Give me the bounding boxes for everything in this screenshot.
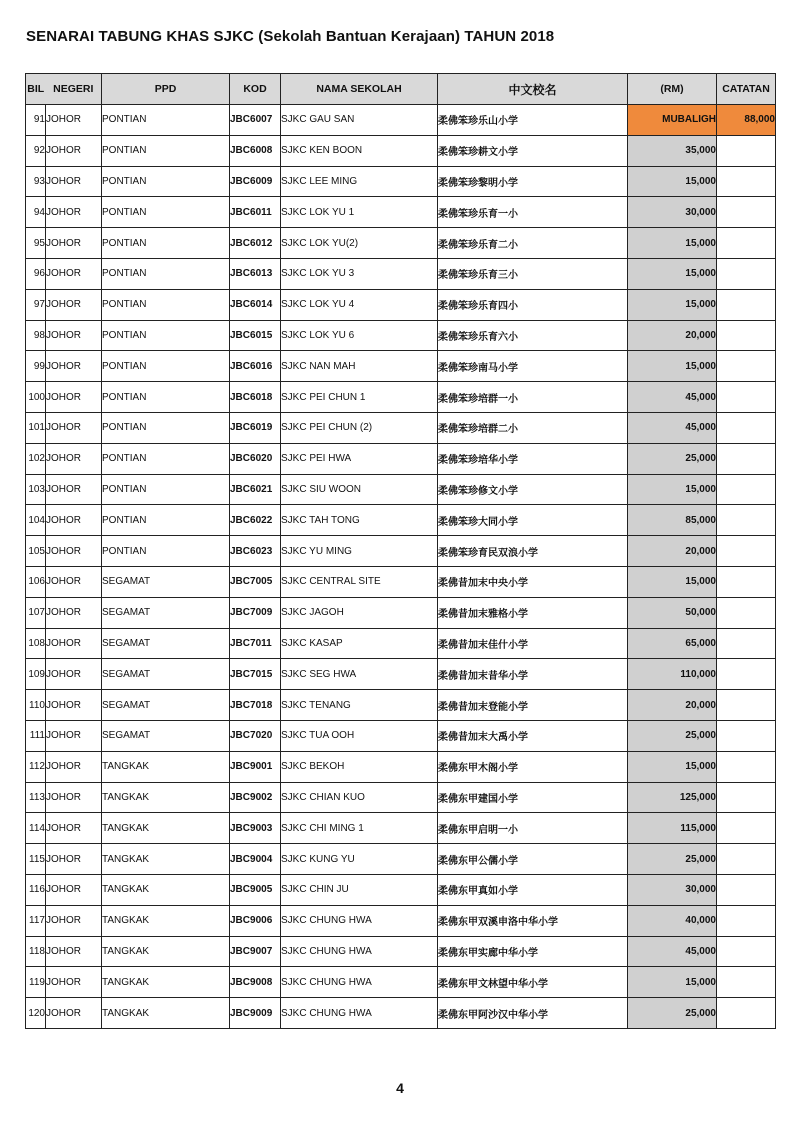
ppd-cell: TANGKAK — [102, 998, 230, 1029]
ppd-cell: SEGAMAT — [102, 659, 230, 690]
school-name-cell: SJKC LOK YU 3 — [281, 258, 438, 289]
table-row — [26, 258, 776, 289]
kod-cell: JBC6012 — [230, 228, 281, 259]
catatan-cell — [717, 782, 776, 813]
catatan-cell — [717, 289, 776, 320]
table-row — [26, 844, 776, 875]
negeri-cell: JOHOR — [46, 659, 102, 690]
bil-cell: 96 — [26, 258, 46, 289]
bil-cell: 101 — [26, 412, 46, 443]
bil-cell: 97 — [26, 289, 46, 320]
ppd-cell: PONTIAN — [102, 505, 230, 536]
amount-cell: 45,000 — [628, 412, 717, 443]
bil-cell: 112 — [26, 751, 46, 782]
negeri-cell: JOHOR — [46, 289, 102, 320]
header-catatan: CATATAN — [717, 74, 776, 105]
kod-cell: JBC6022 — [230, 505, 281, 536]
school-name-cell: SJKC TENANG — [281, 690, 438, 721]
ppd-cell: PONTIAN — [102, 382, 230, 413]
bil-cell: 106 — [26, 566, 46, 597]
kod-cell: JBC9002 — [230, 782, 281, 813]
table-row — [26, 751, 776, 782]
amount-cell: 20,000 — [628, 320, 717, 351]
chinese-name-cell: 柔佛笨珍培华小学 — [438, 443, 628, 474]
kod-cell: JBC6014 — [230, 289, 281, 320]
school-name-cell: SJKC YU MING — [281, 536, 438, 567]
catatan-cell: 88,000 — [717, 105, 776, 136]
school-name-cell: SJKC CHUNG HWA — [281, 998, 438, 1029]
ppd-cell: PONTIAN — [102, 105, 230, 136]
kod-cell: JBC6016 — [230, 351, 281, 382]
table-row — [26, 905, 776, 936]
school-name-cell: SJKC LOK YU(2) — [281, 228, 438, 259]
kod-cell: JBC6011 — [230, 197, 281, 228]
chinese-name-cell: 柔佛笨珍南马小学 — [438, 351, 628, 382]
chinese-name-cell: 柔佛东甲木阁小学 — [438, 751, 628, 782]
amount-cell: 15,000 — [628, 474, 717, 505]
ppd-cell: TANGKAK — [102, 905, 230, 936]
amount-cell: 125,000 — [628, 782, 717, 813]
amount-cell: 30,000 — [628, 197, 717, 228]
catatan-cell — [717, 998, 776, 1029]
chinese-name-cell: 柔佛笨珍乐山小学 — [438, 105, 628, 136]
chinese-name-cell: 柔佛笨珍培群二小 — [438, 412, 628, 443]
amount-cell: 25,000 — [628, 998, 717, 1029]
amount-cell: 15,000 — [628, 228, 717, 259]
kod-cell: JBC6013 — [230, 258, 281, 289]
bil-cell: 109 — [26, 659, 46, 690]
chinese-name-cell: 柔佛笨珍培群一小 — [438, 382, 628, 413]
table-row — [26, 720, 776, 751]
chinese-name-cell: 柔佛笨珍乐育一小 — [438, 197, 628, 228]
table-row — [26, 813, 776, 844]
table-row — [26, 443, 776, 474]
table-row — [26, 536, 776, 567]
negeri-cell: JOHOR — [46, 443, 102, 474]
bil-cell: 120 — [26, 998, 46, 1029]
bil-cell: 114 — [26, 813, 46, 844]
ppd-cell: SEGAMAT — [102, 628, 230, 659]
catatan-cell — [717, 443, 776, 474]
kod-cell: JBC9009 — [230, 998, 281, 1029]
negeri-cell: JOHOR — [46, 382, 102, 413]
header-bil: BIL — [26, 74, 46, 105]
table-row — [26, 320, 776, 351]
bil-cell: 110 — [26, 690, 46, 721]
school-fund-table — [25, 73, 776, 1029]
table-row — [26, 474, 776, 505]
amount-cell: 25,000 — [628, 443, 717, 474]
header-rm: (RM) — [628, 74, 717, 105]
table-row — [26, 412, 776, 443]
bil-cell: 93 — [26, 166, 46, 197]
school-name-cell: SJKC PEI CHUN (2) — [281, 412, 438, 443]
kod-cell: JBC9008 — [230, 967, 281, 998]
amount-cell: 40,000 — [628, 905, 717, 936]
bil-cell: 115 — [26, 844, 46, 875]
bil-cell: 108 — [26, 628, 46, 659]
table-body — [26, 105, 776, 1029]
school-name-cell: SJKC NAN MAH — [281, 351, 438, 382]
school-name-cell: SJKC KUNG YU — [281, 844, 438, 875]
table-row — [26, 566, 776, 597]
catatan-cell — [717, 628, 776, 659]
amount-cell: 15,000 — [628, 566, 717, 597]
bil-cell: 104 — [26, 505, 46, 536]
catatan-cell — [717, 905, 776, 936]
bil-cell: 102 — [26, 443, 46, 474]
bil-cell: 116 — [26, 874, 46, 905]
catatan-cell — [717, 197, 776, 228]
table-row — [26, 228, 776, 259]
school-name-cell: SJKC CHI MING 1 — [281, 813, 438, 844]
catatan-cell — [717, 720, 776, 751]
negeri-cell: JOHOR — [46, 197, 102, 228]
negeri-cell: JOHOR — [46, 536, 102, 567]
amount-cell: 35,000 — [628, 135, 717, 166]
negeri-cell: JOHOR — [46, 751, 102, 782]
negeri-cell: JOHOR — [46, 967, 102, 998]
chinese-name-cell: 柔佛昔加末佳什小学 — [438, 628, 628, 659]
school-name-cell: SJKC TAH TONG — [281, 505, 438, 536]
kod-cell: JBC6015 — [230, 320, 281, 351]
negeri-cell: JOHOR — [46, 228, 102, 259]
negeri-cell: JOHOR — [46, 782, 102, 813]
catatan-cell — [717, 505, 776, 536]
chinese-name-cell: 柔佛昔加末大禹小学 — [438, 720, 628, 751]
negeri-cell: JOHOR — [46, 936, 102, 967]
table-row — [26, 597, 776, 628]
ppd-cell: PONTIAN — [102, 474, 230, 505]
ppd-cell: TANGKAK — [102, 813, 230, 844]
school-name-cell: SJKC CHIAN KUO — [281, 782, 438, 813]
catatan-cell — [717, 874, 776, 905]
ppd-cell: TANGKAK — [102, 936, 230, 967]
page-title: SENARAI TABUNG KHAS SJKC (Sekolah Bantuan Kerajaan) TAHUN 2018 — [26, 28, 555, 45]
school-name-cell: SJKC CHUNG HWA — [281, 905, 438, 936]
table-row — [26, 197, 776, 228]
table-row — [26, 289, 776, 320]
chinese-name-cell: 柔佛昔加末中央小学 — [438, 566, 628, 597]
table-row — [26, 782, 776, 813]
chinese-name-cell: 柔佛东甲启明一小 — [438, 813, 628, 844]
table-row — [26, 135, 776, 166]
ppd-cell: SEGAMAT — [102, 690, 230, 721]
ppd-cell: SEGAMAT — [102, 566, 230, 597]
ppd-cell: PONTIAN — [102, 135, 230, 166]
bil-cell: 119 — [26, 967, 46, 998]
ppd-cell: TANGKAK — [102, 874, 230, 905]
header-kod: KOD — [230, 74, 281, 105]
chinese-name-cell: 柔佛东甲真如小学 — [438, 874, 628, 905]
school-name-cell: SJKC GAU SAN — [281, 105, 438, 136]
amount-cell: MUBALIGH — [628, 105, 717, 136]
table-row — [26, 628, 776, 659]
kod-cell: JBC7005 — [230, 566, 281, 597]
chinese-name-cell: 柔佛东甲建国小学 — [438, 782, 628, 813]
school-name-cell: SJKC KEN BOON — [281, 135, 438, 166]
catatan-cell — [717, 382, 776, 413]
table-row — [26, 690, 776, 721]
bil-cell: 113 — [26, 782, 46, 813]
negeri-cell: JOHOR — [46, 628, 102, 659]
ppd-cell: PONTIAN — [102, 258, 230, 289]
amount-cell: 45,000 — [628, 382, 717, 413]
negeri-cell: JOHOR — [46, 320, 102, 351]
bil-cell: 99 — [26, 351, 46, 382]
catatan-cell — [717, 813, 776, 844]
catatan-cell — [717, 844, 776, 875]
kod-cell: JBC6008 — [230, 135, 281, 166]
amount-cell: 115,000 — [628, 813, 717, 844]
bil-cell: 105 — [26, 536, 46, 567]
table-row — [26, 351, 776, 382]
school-name-cell: SJKC LOK YU 1 — [281, 197, 438, 228]
catatan-cell — [717, 690, 776, 721]
school-name-cell: SJKC CHUNG HWA — [281, 967, 438, 998]
chinese-name-cell: 柔佛东甲实廊中华小学 — [438, 936, 628, 967]
amount-cell: 20,000 — [628, 690, 717, 721]
school-name-cell: SJKC LOK YU 6 — [281, 320, 438, 351]
ppd-cell: PONTIAN — [102, 197, 230, 228]
header-chinese-name: 中文校名 — [438, 74, 628, 105]
kod-cell: JBC7015 — [230, 659, 281, 690]
kod-cell: JBC6020 — [230, 443, 281, 474]
ppd-cell: SEGAMAT — [102, 720, 230, 751]
kod-cell: JBC6018 — [230, 382, 281, 413]
bil-cell: 118 — [26, 936, 46, 967]
kod-cell: JBC6009 — [230, 166, 281, 197]
ppd-cell: SEGAMAT — [102, 597, 230, 628]
amount-cell: 65,000 — [628, 628, 717, 659]
ppd-cell: TANGKAK — [102, 967, 230, 998]
bil-cell: 95 — [26, 228, 46, 259]
negeri-cell: JOHOR — [46, 351, 102, 382]
kod-cell: JBC6023 — [230, 536, 281, 567]
school-name-cell: SJKC LEE MING — [281, 166, 438, 197]
chinese-name-cell: 柔佛东甲双溪申洛中华小学 — [438, 905, 628, 936]
table-row — [26, 998, 776, 1029]
catatan-cell — [717, 228, 776, 259]
negeri-cell: JOHOR — [46, 135, 102, 166]
table-row — [26, 659, 776, 690]
chinese-name-cell: 柔佛昔加末昔华小学 — [438, 659, 628, 690]
negeri-cell: JOHOR — [46, 844, 102, 875]
kod-cell: JBC9005 — [230, 874, 281, 905]
ppd-cell: PONTIAN — [102, 228, 230, 259]
chinese-name-cell: 柔佛笨珍育民双浪小学 — [438, 536, 628, 567]
negeri-cell: JOHOR — [46, 998, 102, 1029]
bil-cell: 117 — [26, 905, 46, 936]
negeri-cell: JOHOR — [46, 597, 102, 628]
school-name-cell: SJKC CENTRAL SITE — [281, 566, 438, 597]
ppd-cell: TANGKAK — [102, 751, 230, 782]
negeri-cell: JOHOR — [46, 412, 102, 443]
school-name-cell: SJKC LOK YU 4 — [281, 289, 438, 320]
kod-cell: JBC6021 — [230, 474, 281, 505]
table-row — [26, 505, 776, 536]
kod-cell: JBC7011 — [230, 628, 281, 659]
catatan-cell — [717, 135, 776, 166]
ppd-cell: PONTIAN — [102, 443, 230, 474]
bil-cell: 94 — [26, 197, 46, 228]
bil-cell: 98 — [26, 320, 46, 351]
ppd-cell: PONTIAN — [102, 351, 230, 382]
catatan-cell — [717, 166, 776, 197]
school-name-cell: SJKC SEG HWA — [281, 659, 438, 690]
negeri-cell: JOHOR — [46, 690, 102, 721]
table-header — [26, 74, 776, 105]
amount-cell: 15,000 — [628, 751, 717, 782]
bil-cell: 103 — [26, 474, 46, 505]
amount-cell: 85,000 — [628, 505, 717, 536]
chinese-name-cell: 柔佛笨珍黎明小学 — [438, 166, 628, 197]
school-name-cell: SJKC KASAP — [281, 628, 438, 659]
chinese-name-cell: 柔佛东甲阿沙汉中华小学 — [438, 998, 628, 1029]
negeri-cell: JOHOR — [46, 258, 102, 289]
kod-cell: JBC7009 — [230, 597, 281, 628]
chinese-name-cell: 柔佛笨珍乐育四小 — [438, 289, 628, 320]
table-row — [26, 166, 776, 197]
ppd-cell: PONTIAN — [102, 320, 230, 351]
catatan-cell — [717, 258, 776, 289]
amount-cell: 45,000 — [628, 936, 717, 967]
kod-cell: JBC9007 — [230, 936, 281, 967]
negeri-cell: JOHOR — [46, 813, 102, 844]
amount-cell: 15,000 — [628, 289, 717, 320]
bil-cell: 91 — [26, 105, 46, 136]
catatan-cell — [717, 659, 776, 690]
bil-cell: 92 — [26, 135, 46, 166]
school-name-cell: SJKC PEI HWA — [281, 443, 438, 474]
negeri-cell: JOHOR — [46, 720, 102, 751]
catatan-cell — [717, 412, 776, 443]
amount-cell: 15,000 — [628, 967, 717, 998]
kod-cell: JBC7018 — [230, 690, 281, 721]
amount-cell: 30,000 — [628, 874, 717, 905]
table-row — [26, 382, 776, 413]
amount-cell: 110,000 — [628, 659, 717, 690]
negeri-cell: JOHOR — [46, 105, 102, 136]
catatan-cell — [717, 351, 776, 382]
school-name-cell: SJKC SIU WOON — [281, 474, 438, 505]
kod-cell: JBC9001 — [230, 751, 281, 782]
chinese-name-cell: 柔佛昔加末雅格小学 — [438, 597, 628, 628]
ppd-cell: PONTIAN — [102, 412, 230, 443]
catatan-cell — [717, 320, 776, 351]
catatan-cell — [717, 566, 776, 597]
chinese-name-cell: 柔佛东甲公儒小学 — [438, 844, 628, 875]
chinese-name-cell: 柔佛笨珍修文小学 — [438, 474, 628, 505]
catatan-cell — [717, 536, 776, 567]
amount-cell: 15,000 — [628, 258, 717, 289]
school-name-cell: SJKC PEI CHUN 1 — [281, 382, 438, 413]
ppd-cell: PONTIAN — [102, 289, 230, 320]
ppd-cell: PONTIAN — [102, 166, 230, 197]
catatan-cell — [717, 751, 776, 782]
chinese-name-cell: 柔佛笨珍乐育三小 — [438, 258, 628, 289]
chinese-name-cell: 柔佛笨珍耕文小学 — [438, 135, 628, 166]
table-row — [26, 936, 776, 967]
ppd-cell: TANGKAK — [102, 844, 230, 875]
catatan-cell — [717, 597, 776, 628]
table-row — [26, 874, 776, 905]
catatan-cell — [717, 474, 776, 505]
chinese-name-cell: 柔佛昔加末登能小学 — [438, 690, 628, 721]
amount-cell: 25,000 — [628, 844, 717, 875]
bil-cell: 100 — [26, 382, 46, 413]
ppd-cell: TANGKAK — [102, 782, 230, 813]
school-name-cell: SJKC TUA OOH — [281, 720, 438, 751]
catatan-cell — [717, 967, 776, 998]
negeri-cell: JOHOR — [46, 505, 102, 536]
negeri-cell: JOHOR — [46, 166, 102, 197]
catatan-cell — [717, 936, 776, 967]
table-row — [26, 967, 776, 998]
chinese-name-cell: 柔佛笨珍乐育二小 — [438, 228, 628, 259]
header-nama-sekolah: NAMA SEKOLAH — [281, 74, 438, 105]
negeri-cell: JOHOR — [46, 905, 102, 936]
negeri-cell: JOHOR — [46, 874, 102, 905]
bil-cell: 107 — [26, 597, 46, 628]
ppd-cell: PONTIAN — [102, 536, 230, 567]
school-name-cell: SJKC BEKOH — [281, 751, 438, 782]
kod-cell: JBC7020 — [230, 720, 281, 751]
amount-cell: 20,000 — [628, 536, 717, 567]
chinese-name-cell: 柔佛笨珍大同小学 — [438, 505, 628, 536]
amount-cell: 25,000 — [628, 720, 717, 751]
kod-cell: JBC9004 — [230, 844, 281, 875]
school-name-cell: SJKC CHIN JU — [281, 874, 438, 905]
table-row — [26, 105, 776, 136]
header-ppd: PPD — [102, 74, 230, 105]
amount-cell: 50,000 — [628, 597, 717, 628]
negeri-cell: JOHOR — [46, 474, 102, 505]
header-negeri: NEGERI — [46, 74, 102, 105]
kod-cell: JBC6007 — [230, 105, 281, 136]
chinese-name-cell: 柔佛东甲文林望中华小学 — [438, 967, 628, 998]
amount-cell: 15,000 — [628, 166, 717, 197]
negeri-cell: JOHOR — [46, 566, 102, 597]
kod-cell: JBC6019 — [230, 412, 281, 443]
bil-cell: 111 — [26, 720, 46, 751]
school-name-cell: SJKC CHUNG HWA — [281, 936, 438, 967]
page-number: 4 — [396, 1080, 404, 1096]
chinese-name-cell: 柔佛笨珍乐育六小 — [438, 320, 628, 351]
kod-cell: JBC9003 — [230, 813, 281, 844]
kod-cell: JBC9006 — [230, 905, 281, 936]
school-name-cell: SJKC JAGOH — [281, 597, 438, 628]
amount-cell: 15,000 — [628, 351, 717, 382]
